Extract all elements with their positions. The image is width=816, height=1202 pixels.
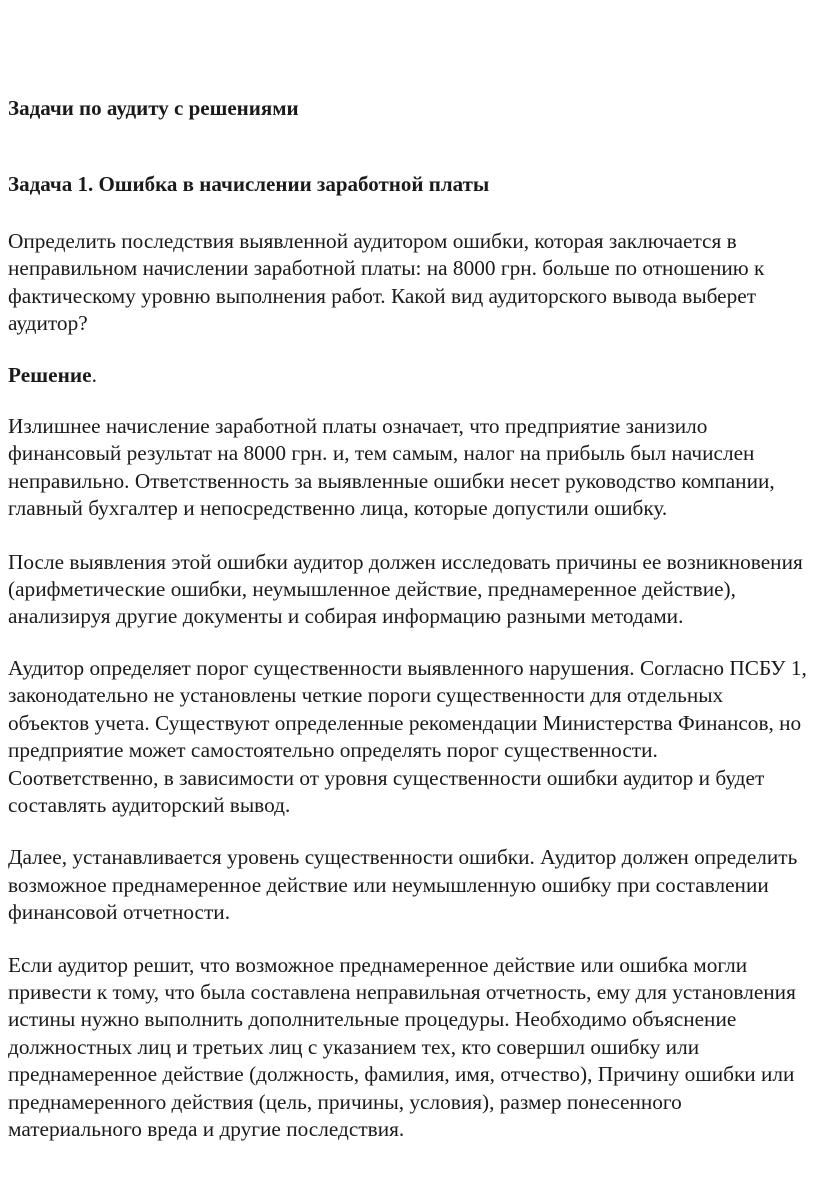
solution-paragraph-4: Далее, устанавливается уровень существенности ошибки. Аудитор должен определить возможное преднамеренное действие или неумышленную ошибку при составлении финансовой отчетности. xyxy=(8,845,798,925)
solution-paragraph-1: Излишнее начисление заработной платы означает, что предприятие занизило финансовый результат на 8000 грн. и, тем самым, налог на прибыль был начислен неправильно. Ответственность за выявленные ошибки несет руководство компании, главный бухгалтер и непосредственно лица, которые допустили ошибку. xyxy=(8,414,775,521)
solution-paragraph-3: Аудитор определяет порог существенности выявленного нарушения. Согласно ПСБУ 1, законодательно не установлены четкие пороги существенности для отдельных объектов учета. Существуют определенные рекомендации Министерства Финансов, но предприятие может самостоятельно определять порог существенности. Соответственно, в зависимости от уровня существенности ошибки аудитор и будет составлять аудиторский вывод. xyxy=(8,655,807,817)
task-statement: Определить последствия выявленной аудитором ошибки, которая заключается в неправильном начислении заработной платы: на 8000 грн. больше по отношению к фактическому уровню выполнения работ. Какой вид аудиторского вывода выберет аудитор? xyxy=(8,229,765,336)
solution-heading xyxy=(8,362,808,389)
task-heading: Задача 1. Ошибка в начислении заработной платы xyxy=(8,172,490,196)
solution-label: Решение xyxy=(8,362,92,387)
solution-paragraph-2: После выявления этой ошибки аудитор должен исследовать причины ее возникновения (арифметические ошибки, неумышленное действие, преднамеренное действие), анализируя другие документы и собирая информацию разными методами. xyxy=(8,549,803,629)
solution-punctuation: . xyxy=(91,362,97,387)
document-title: Задачи по аудиту с решениями xyxy=(8,96,299,120)
solution-paragraph-5: Если аудитор решит, что возможное преднамеренное действие или ошибка могли привести к тому, что была составлена неправильная отчетность, ему для установления истины нужно выполнить дополнительные процедуры. Необходимо объяснение должностных лиц и третьих лиц с указанием тех, кто совершил ошибку или преднамеренное действие (должность, фамилия, имя, отчество), Причину ошибки или преднамеренного действия (цель, причины, условия), размер понесенного материального вреда и другие последствия. xyxy=(8,952,796,1141)
